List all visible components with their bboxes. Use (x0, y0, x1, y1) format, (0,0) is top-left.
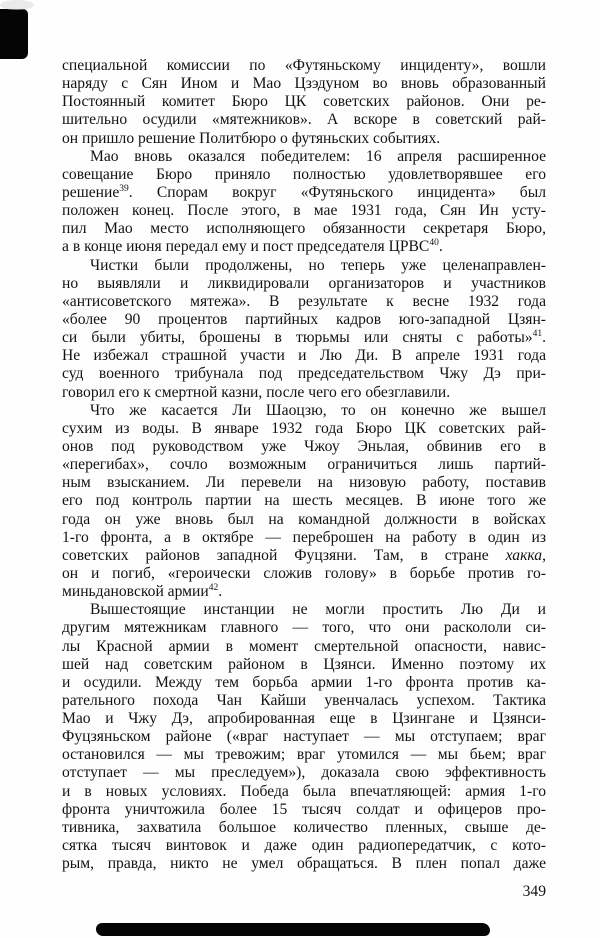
text-line: Что же касается Ли Шаоцзю, то он конечно же вышел (90, 401, 546, 419)
text-line: 1-го фронта, а в октябре — переброшен на работу в один из (62, 528, 546, 546)
text-line: «перегибах», сочло возможным ограничиться лишь партий- (62, 456, 546, 474)
text-line: решение$^{39}$. Спорам вокруг «Футяньского инцидента» был (62, 183, 546, 201)
text-line: он и погиб, «героически сложив голову» в борьбе против го- (62, 564, 546, 582)
text-line: ным взысканием. Ли перевели на низовую работу, поставив (62, 474, 546, 492)
text-line: и в новых условиях. Победа была впечатляющей: армия 1-го (62, 782, 546, 800)
text-line: Мао и Чжу Дэ, апробированная еще в Цзингане и Цзянси- (62, 710, 546, 728)
text-line: другим мятежникам главного — того, что они раскололи си- (62, 619, 546, 637)
text-line: тивника, захватила большое количество пленных, свыше де- (62, 818, 546, 836)
text-line: отступает — мы преследуем»), доказала свою эффективность (62, 764, 546, 782)
text-line: Вышестоящие инстанции не могли простить Лю Ди и (90, 601, 546, 619)
text-line: советских районов западной Фуцзяни. Там, в стране хакка, (62, 546, 546, 564)
text-line: Чистки были продолжены, но теперь уже целенаправлен- (90, 256, 546, 274)
text-line: сухим из воды. В январе 1932 года Бюро ЦК советских рай- (62, 419, 546, 437)
text-line: и осудили. Между тем борьба армии 1-го фронта против ка- (62, 673, 546, 691)
text-line: онов под руководством уже Чжоу Эньлая, обвинив его в (62, 437, 546, 455)
text-line: рым, правда, никто не умел обращаться. В плен попал даже (62, 855, 546, 873)
text-line: но выявляли и ликвидировали организаторов и участников (62, 274, 546, 292)
text-line: шительно осудили «мятежников». А вскоре в советский рай- (62, 111, 546, 129)
text-line: говорил его к смертной казни, после чего его обезглавили. (62, 383, 451, 401)
page-number: 349 (522, 883, 546, 900)
text-line: наряду с Сян Ином и Мао Цзэдуном во вновь образованный (62, 75, 546, 93)
text-line: Постоянный комитет Бюро ЦК советских районов. Они ре- (62, 93, 546, 111)
text-line: остановился — мы тревожим; враг утомился — мы бьем; враг (62, 746, 546, 764)
text-line: рательного похода Чан Кайши увенчалась успехом. Тактика (62, 691, 546, 709)
text-line: его под контроль партии на шесть месяцев. В июне того же (62, 492, 546, 510)
text-line: Мао вновь оказался победителем: 16 апреля расширенное (90, 147, 546, 165)
scan-artifact-bottom-bar (96, 923, 490, 936)
text-line: специальной комиссии по «Футяньскому инциденту», вошли (62, 57, 546, 74)
scan-artifact-top-left (0, 9, 28, 59)
text-line: он пришло решение Политбюро о футяньских событиях. (62, 129, 441, 147)
text-line: шей над советским районом в Цзянси. Именно поэтому их (62, 655, 546, 673)
text-line: си были убиты, брошены в тюрьмы или сняты с работы»$^{41}$. (62, 329, 546, 347)
text-line: года он уже вновь был на командной должности в войсках (62, 510, 546, 528)
text-line: суд военного трибунала под председательством Чжу Дэ при- (62, 365, 546, 383)
text-line: Фуцзяньском районе («враг наступает — мы отступаем; враг (62, 728, 546, 746)
text-line: лы Красной армии в момент смертельной опасности, навис- (62, 637, 546, 655)
text-line: миньдановской армии$^{42}$. (62, 583, 223, 601)
text-line: Не избежал страшной участи и Лю Ди. В апреле 1931 года (62, 347, 546, 365)
text-line: положен конец. После этого, в мае 1931 года, Сян Ин усту- (62, 202, 546, 220)
text-line: «более 90 процентов партийных кадров юго-западной Цзян- (62, 310, 546, 328)
text-line: а в конце июня передал ему и пост председателя ЦРВС$^{40}$. (62, 238, 443, 256)
text-line: совещание Бюро приняло полностью удовлетворявшее его (62, 165, 546, 183)
text-line: сятка тысяч винтовок и даже один радиопередатчик, с кото- (62, 837, 546, 855)
text-line: фронта уничтожила более 15 тысяч солдат и офицеров про- (62, 800, 546, 818)
text-line: «антисоветского мятежа». В результате к весне 1932 года (62, 292, 546, 310)
text-line: пил Мао место исполняющего обязанности секретаря Бюро, (62, 220, 546, 238)
scan-artifact-smudge (0, 0, 34, 10)
text-block (62, 57, 546, 873)
